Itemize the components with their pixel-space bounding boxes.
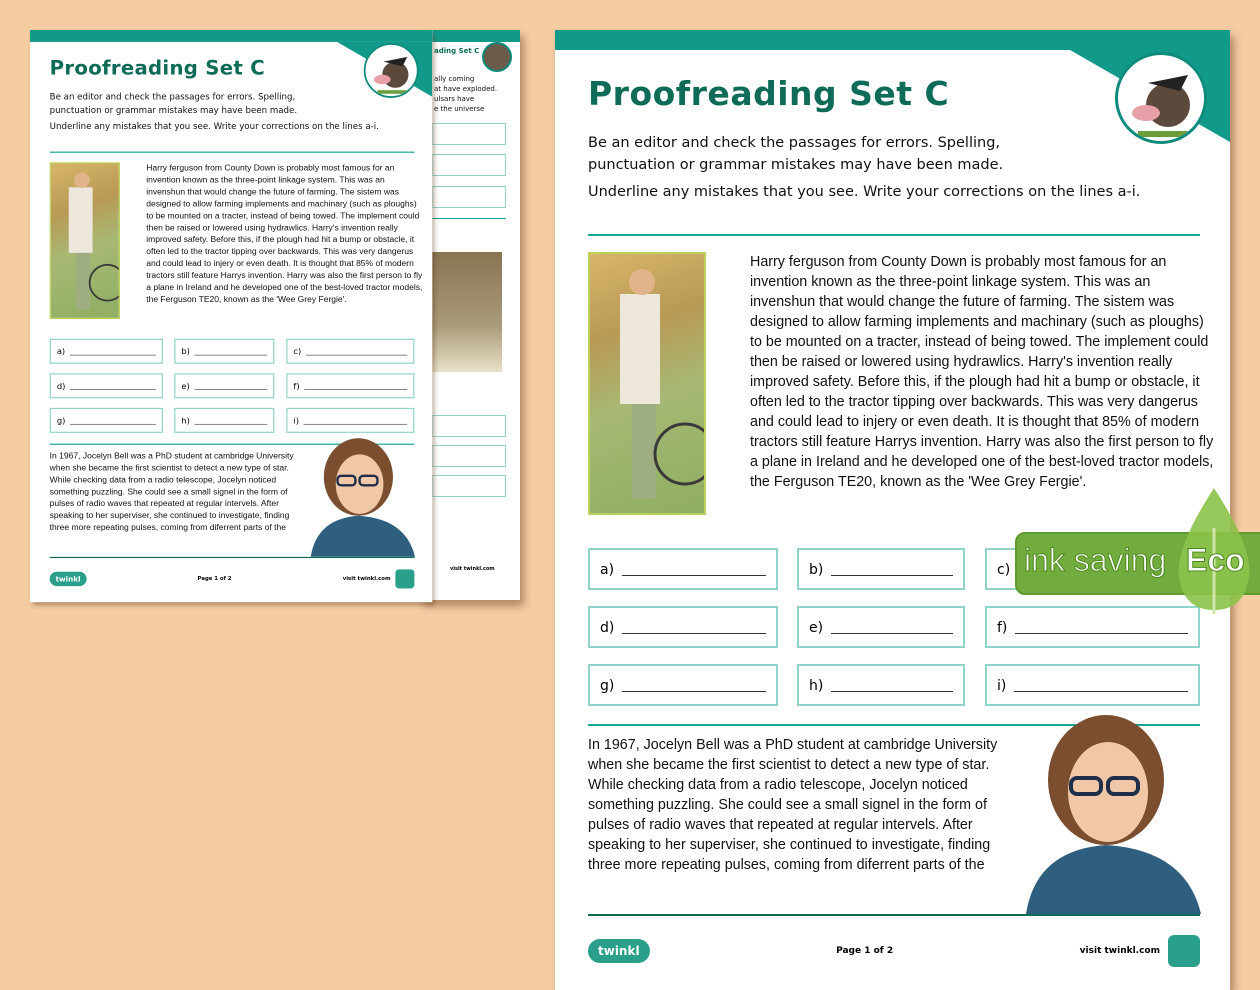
- answer-label: c): [997, 562, 1011, 578]
- answer-line[interactable]: [1015, 620, 1188, 634]
- footer-site[interactable]: visit twinkl.com: [1079, 946, 1160, 956]
- text-line: ally coming: [434, 75, 475, 83]
- harry-ferguson-illustration: [50, 162, 120, 319]
- passage-2: In 1967, Jocelyn Bell was a PhD student at cambridge University when she became the first scientist to detect a new type of star. While checking data from a radio telescope, Jocelyn noticed something puzzling. She could see a small signel in the form of pulses of radio waves that repeated at regular intervels. After speaking to her superviser, she continued to investigate, finding three more repeating pulses, coming from diferrent parts of the: [588, 737, 998, 873]
- text-line: at have exploded.: [434, 85, 498, 93]
- page-footer: [588, 935, 1200, 967]
- answer-line[interactable]: [70, 382, 156, 390]
- page-title: Proofreading Set C: [49, 56, 265, 80]
- answer-label: i): [293, 416, 300, 426]
- answer-label: a): [600, 562, 615, 578]
- twinkl-logo[interactable]: twinkl: [50, 572, 87, 586]
- answer-box-d[interactable]: [588, 606, 778, 648]
- mascot-icon: [482, 42, 512, 72]
- passage-1: Harry ferguson from County Down is probably most famous for an invention known as the three-point linkage system. This was an invenshun that would change the future of farming. The sistem was designed to allow farming implements and machinary (such as ploughs) to be mounted on a tracter, instead of being towed. The implement could then be raised or lowered using hydrawlics. Harry's invention really improved safety. Before this, if the plough had hit a bump or obstacle, it often led to the tractor tipping over backwards. This was very dangerus and could lead to injery or even death. It is thought that 85% of modern tractors still feature Harrys invention. Harry was also the first person to fly a plane in Ireland and he developed one of the best-loved tractor models, the Ferguson TE20, known as the 'Wee Grey Fergie'.: [146, 163, 423, 305]
- answer-box[interactable]: [432, 475, 506, 497]
- answer-box-f[interactable]: [985, 606, 1200, 648]
- instruction-text: Underline any mistakes that you see. Write your corrections on the lines a-i.: [49, 121, 379, 132]
- passage-2: In 1967, Jocelyn Bell was a PhD student at cambridge University when she became the first scientist to detect a new type of star. While checking data from a radio telescope, Jocelyn noticed something puzzling. She could see a small signel in the form of pulses of radio waves that repeated at regular intervels. After speaking to her superviser, she continued to investigate, finding three more repeating pulses, coming from diferrent parts of the: [49, 451, 294, 533]
- answer-box[interactable]: [432, 445, 506, 467]
- answer-line[interactable]: [70, 347, 156, 355]
- footer-site[interactable]: visit twinkl.com: [342, 575, 391, 582]
- worksheet-page-small: [30, 30, 432, 602]
- answer-line[interactable]: [831, 562, 953, 576]
- jocelyn-bell-illustration: [305, 435, 418, 557]
- worksheet-page-large: [555, 30, 1230, 990]
- answer-box-h[interactable]: [797, 664, 965, 706]
- page-title: Proofreading Set C: [588, 74, 950, 113]
- answer-line[interactable]: [622, 678, 766, 692]
- mascot-icon: [364, 43, 419, 98]
- answer-box[interactable]: [432, 123, 506, 145]
- answer-box-c[interactable]: [286, 339, 414, 364]
- answer-box-b[interactable]: [797, 548, 965, 590]
- answer-line[interactable]: [1014, 678, 1188, 692]
- answer-label: g): [600, 678, 615, 694]
- divider: [588, 234, 1200, 236]
- answer-label: a): [56, 347, 66, 357]
- intro-text: Be an editor and check the passages for errors. Spelling, punctuation or grammar mistakes may have been made.: [49, 92, 298, 116]
- answer-box-d[interactable]: [50, 373, 163, 398]
- divider: [432, 218, 506, 219]
- answer-line[interactable]: [195, 382, 268, 390]
- page-number: Page 1 of 2: [836, 946, 894, 956]
- answer-box-a[interactable]: [588, 548, 778, 590]
- answer-box-h[interactable]: [174, 408, 274, 433]
- twinkl-logo[interactable]: twinkl: [588, 939, 650, 963]
- quality-badge-icon: [1168, 935, 1200, 967]
- text-line: e the universe: [434, 105, 485, 113]
- answer-box[interactable]: [432, 415, 506, 437]
- eco-badge-text: ink saving: [1024, 542, 1167, 578]
- answer-box[interactable]: [432, 186, 506, 208]
- instruction-text: Underline any mistakes that you see. Write your corrections on the lines a-i.: [588, 184, 1141, 200]
- text-line: ulsars have: [434, 95, 475, 103]
- answer-line[interactable]: [306, 347, 407, 355]
- header-bar: [420, 30, 520, 42]
- back-page-title: ading Set C: [434, 47, 480, 55]
- answer-label: b): [181, 347, 190, 357]
- answer-box[interactable]: [432, 154, 506, 176]
- mascot-icon: [1115, 52, 1207, 144]
- answer-line[interactable]: [195, 347, 267, 355]
- answer-box-a[interactable]: [50, 339, 163, 364]
- answer-line[interactable]: [831, 620, 953, 634]
- jocelyn-bell-illustration: [1016, 710, 1206, 914]
- answer-line[interactable]: [304, 416, 407, 424]
- intro-text: Be an editor and check the passages for errors. Spelling, punctuation or grammar mistakes may have been made.: [588, 135, 1004, 173]
- answer-label: g): [56, 416, 66, 426]
- footer-divider: [588, 914, 1200, 916]
- answer-label: e): [809, 620, 824, 636]
- footer-divider: [50, 557, 415, 558]
- answer-label: h): [181, 416, 190, 426]
- answer-line[interactable]: [622, 620, 766, 634]
- back-page-text: [432, 74, 497, 114]
- answer-box-f[interactable]: [286, 373, 414, 398]
- answer-label: e): [181, 381, 190, 392]
- worksheet-page-2-preview: [420, 30, 520, 600]
- statue-image: [432, 252, 502, 372]
- answer-line[interactable]: [304, 382, 407, 390]
- passage-1: Harry ferguson from County Down is probably most famous for an invention known as the three-point linkage system. This was an invenshun that would change the future of farming. The sistem was designed to allow farming implements and machinary (such as ploughs) to be mounted on a tracter, instead of being towed. The implement could then be raised or lowered using hydrawlics. Harry's invention really improved safety. Before this, if the plough had hit a bump or obstacle, it often led to the tractor tipping over backwards. This was very dangerus and could lead to injery or even death. It is thought that 85% of modern tractors still feature Harrys invention. Harry was also the first person to fly a plane in Ireland and he developed one of the best-loved tractor models, the Ferguson TE20, known as the 'Wee Grey Fergie'.: [750, 254, 1214, 490]
- answer-box-i[interactable]: [286, 408, 414, 433]
- quality-badge-icon: [395, 569, 414, 588]
- answer-box-i[interactable]: [985, 664, 1200, 706]
- answer-label: f): [997, 620, 1008, 636]
- divider: [50, 152, 415, 153]
- eco-label: Eco: [1186, 542, 1245, 578]
- page-footer: [50, 569, 415, 588]
- page-number: Page 1 of 2: [197, 575, 232, 582]
- answer-line[interactable]: [70, 416, 156, 424]
- answer-box-b[interactable]: [174, 339, 274, 364]
- answer-box-g[interactable]: [588, 664, 778, 706]
- answer-label: c): [293, 347, 302, 357]
- answer-label: f): [293, 381, 300, 392]
- footer-site: visit twinkl.com: [450, 566, 495, 572]
- answer-label: d): [600, 620, 615, 636]
- answer-label: b): [809, 562, 824, 578]
- answer-box-e[interactable]: [797, 606, 965, 648]
- answer-label: d): [56, 381, 66, 392]
- harry-ferguson-illustration: [588, 252, 706, 515]
- answer-line[interactable]: [622, 562, 766, 576]
- answer-line[interactable]: [831, 678, 953, 692]
- answer-label: i): [997, 678, 1007, 694]
- answer-line[interactable]: [195, 416, 268, 424]
- answer-box-g[interactable]: [50, 408, 163, 433]
- answer-box-e[interactable]: [174, 373, 274, 398]
- answer-label: h): [809, 678, 824, 694]
